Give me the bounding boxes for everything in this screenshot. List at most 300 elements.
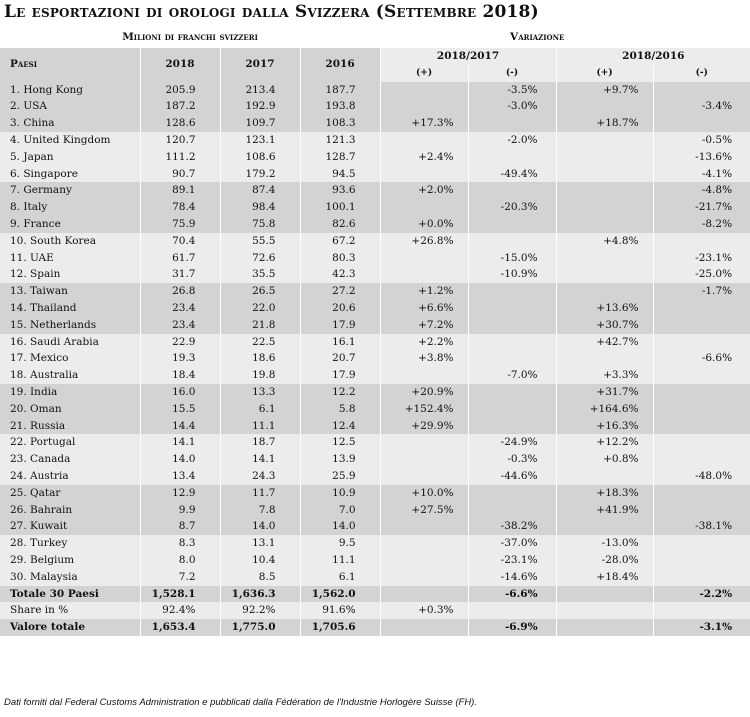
variation-cell bbox=[380, 98, 468, 115]
value-cell: 18.7 bbox=[220, 434, 300, 451]
variation-cell: -2.2% bbox=[653, 586, 750, 603]
variation-cell bbox=[556, 586, 653, 603]
variation-cell bbox=[653, 334, 750, 351]
exports-table bbox=[0, 26, 750, 636]
variation-cell: +30.7% bbox=[556, 317, 653, 334]
variation-cell bbox=[468, 149, 556, 166]
variation-cell: -25.0% bbox=[653, 266, 750, 283]
variation-cell bbox=[468, 384, 556, 401]
row-label: 18. Australia bbox=[0, 367, 140, 384]
value-cell: 7.0 bbox=[300, 502, 380, 519]
value-cell: 111.2 bbox=[140, 149, 220, 166]
row-label: 23. Canada bbox=[0, 451, 140, 468]
variation-cell: -24.9% bbox=[468, 434, 556, 451]
variation-cell bbox=[468, 350, 556, 367]
variation-cell: -28.0% bbox=[556, 552, 653, 569]
value-cell: 18.6 bbox=[220, 350, 300, 367]
value-cell: 55.5 bbox=[220, 233, 300, 250]
variation-cell bbox=[380, 518, 468, 535]
variation-cell: -23.1% bbox=[468, 552, 556, 569]
variation-cell: +18.4% bbox=[556, 569, 653, 586]
value-cell: 128.7 bbox=[300, 149, 380, 166]
variation-cell: -48.0% bbox=[653, 468, 750, 485]
variation-cell: +12.2% bbox=[556, 434, 653, 451]
value-cell: 90.7 bbox=[140, 166, 220, 183]
variation-cell bbox=[380, 250, 468, 267]
variation-cell bbox=[468, 317, 556, 334]
value-cell: 26.5 bbox=[220, 283, 300, 300]
table-row bbox=[0, 418, 750, 435]
row-label: 27. Kuwait bbox=[0, 518, 140, 535]
variation-cell bbox=[653, 535, 750, 552]
variation-cell: +18.3% bbox=[556, 485, 653, 502]
variation-cell bbox=[556, 350, 653, 367]
value-cell: 14.1 bbox=[140, 434, 220, 451]
variation-cell: +3.8% bbox=[380, 350, 468, 367]
value-cell: 18.4 bbox=[140, 367, 220, 384]
variation-cell: -23.1% bbox=[653, 250, 750, 267]
variation-cell bbox=[556, 518, 653, 535]
value-cell: 17.9 bbox=[300, 367, 380, 384]
value-cell: 87.4 bbox=[220, 182, 300, 199]
row-label: 2. USA bbox=[0, 98, 140, 115]
variation-cell bbox=[468, 233, 556, 250]
value-cell: 213.4 bbox=[220, 82, 300, 99]
value-cell: 31.7 bbox=[140, 266, 220, 283]
col-header-plus-1: (+) bbox=[380, 65, 468, 82]
variation-cell bbox=[556, 602, 653, 619]
table-row bbox=[0, 518, 750, 535]
col-header-paesi: Paesi bbox=[0, 48, 140, 82]
table-row bbox=[0, 98, 750, 115]
row-label: 8. Italy bbox=[0, 199, 140, 216]
variation-cell bbox=[468, 602, 556, 619]
variation-cell: -6.9% bbox=[468, 619, 556, 636]
variation-cell: +17.3% bbox=[380, 115, 468, 132]
value-cell: 8.0 bbox=[140, 552, 220, 569]
variation-cell: +13.6% bbox=[556, 300, 653, 317]
value-cell: 1,775.0 bbox=[220, 619, 300, 636]
value-cell: 61.7 bbox=[140, 250, 220, 267]
value-cell: 108.3 bbox=[300, 115, 380, 132]
value-cell: 92.2% bbox=[220, 602, 300, 619]
variation-cell: +31.7% bbox=[556, 384, 653, 401]
row-label: Totale 30 Paesi bbox=[0, 586, 140, 603]
variation-cell: +152.4% bbox=[380, 401, 468, 418]
row-label: 13. Taiwan bbox=[0, 283, 140, 300]
variation-cell: -20.3% bbox=[468, 199, 556, 216]
value-cell: 187.2 bbox=[140, 98, 220, 115]
variation-cell: +6.6% bbox=[380, 300, 468, 317]
row-label: 25. Qatar bbox=[0, 485, 140, 502]
row-label: 24. Austria bbox=[0, 468, 140, 485]
variation-cell: +26.8% bbox=[380, 233, 468, 250]
table-row bbox=[0, 266, 750, 283]
value-cell: 1,562.0 bbox=[300, 586, 380, 603]
variation-cell bbox=[556, 266, 653, 283]
variation-cell bbox=[653, 367, 750, 384]
value-cell: 82.6 bbox=[300, 216, 380, 233]
col-header-2016: 2016 bbox=[300, 48, 380, 82]
value-cell: 13.4 bbox=[140, 468, 220, 485]
value-cell: 187.7 bbox=[300, 82, 380, 99]
table-row bbox=[0, 216, 750, 233]
variation-cell: +2.2% bbox=[380, 334, 468, 351]
variation-cell: +0.8% bbox=[556, 451, 653, 468]
value-cell: 14.0 bbox=[140, 451, 220, 468]
value-cell: 5.8 bbox=[300, 401, 380, 418]
value-cell: 94.5 bbox=[300, 166, 380, 183]
table-row bbox=[0, 502, 750, 519]
variation-cell bbox=[380, 586, 468, 603]
value-cell: 8.7 bbox=[140, 518, 220, 535]
variation-cell bbox=[556, 199, 653, 216]
variation-cell bbox=[468, 502, 556, 519]
table-row bbox=[0, 535, 750, 552]
variation-cell: +18.7% bbox=[556, 115, 653, 132]
value-cell: 193.8 bbox=[300, 98, 380, 115]
variation-cell: -7.0% bbox=[468, 367, 556, 384]
row-label: 20. Oman bbox=[0, 401, 140, 418]
variation-cell bbox=[468, 300, 556, 317]
value-cell: 14.1 bbox=[220, 451, 300, 468]
value-cell: 20.7 bbox=[300, 350, 380, 367]
variation-cell bbox=[380, 569, 468, 586]
row-label: Share in % bbox=[0, 602, 140, 619]
variation-cell bbox=[380, 199, 468, 216]
value-cell: 22.5 bbox=[220, 334, 300, 351]
value-cell: 75.8 bbox=[220, 216, 300, 233]
variation-cell: -38.1% bbox=[653, 518, 750, 535]
value-cell: 70.4 bbox=[140, 233, 220, 250]
value-cell: 19.3 bbox=[140, 350, 220, 367]
variation-cell: -13.0% bbox=[556, 535, 653, 552]
variation-cell: +164.6% bbox=[556, 401, 653, 418]
variation-cell: +20.9% bbox=[380, 384, 468, 401]
table-row bbox=[0, 132, 750, 149]
value-cell: 16.1 bbox=[300, 334, 380, 351]
variation-cell: -4.1% bbox=[653, 166, 750, 183]
variation-cell: +4.8% bbox=[556, 233, 653, 250]
total-row bbox=[0, 586, 750, 603]
row-label: 22. Portugal bbox=[0, 434, 140, 451]
variation-cell: -6.6% bbox=[653, 350, 750, 367]
value-cell: 17.9 bbox=[300, 317, 380, 334]
value-cell: 1,653.4 bbox=[140, 619, 220, 636]
value-cell: 12.2 bbox=[300, 384, 380, 401]
value-cell: 23.4 bbox=[140, 317, 220, 334]
table-row bbox=[0, 367, 750, 384]
variation-cell bbox=[653, 502, 750, 519]
variation-cell: -1.7% bbox=[653, 283, 750, 300]
variation-cell: -0.3% bbox=[468, 451, 556, 468]
variation-cell bbox=[556, 619, 653, 636]
value-cell: 26.8 bbox=[140, 283, 220, 300]
value-cell: 16.0 bbox=[140, 384, 220, 401]
variation-cell: +16.3% bbox=[556, 418, 653, 435]
variation-cell bbox=[653, 384, 750, 401]
variation-cell bbox=[653, 418, 750, 435]
value-cell: 24.3 bbox=[220, 468, 300, 485]
variation-cell: -38.2% bbox=[468, 518, 556, 535]
variation-cell bbox=[556, 98, 653, 115]
value-cell: 67.2 bbox=[300, 233, 380, 250]
value-cell: 14.4 bbox=[140, 418, 220, 435]
table-row bbox=[0, 115, 750, 132]
value-cell: 179.2 bbox=[220, 166, 300, 183]
variation-cell bbox=[556, 216, 653, 233]
variation-cell: -0.5% bbox=[653, 132, 750, 149]
value-cell: 9.5 bbox=[300, 535, 380, 552]
col-header-period-2018-2017: 2018/2017 bbox=[380, 48, 556, 65]
variation-cell: +2.4% bbox=[380, 149, 468, 166]
col-header-period-2018-2016: 2018/2016 bbox=[556, 48, 750, 65]
value-cell: 6.1 bbox=[300, 569, 380, 586]
variation-cell: -15.0% bbox=[468, 250, 556, 267]
variation-cell bbox=[556, 250, 653, 267]
variation-cell bbox=[380, 266, 468, 283]
value-cell: 20.6 bbox=[300, 300, 380, 317]
variation-cell: -21.7% bbox=[653, 199, 750, 216]
col-header-2017: 2017 bbox=[220, 48, 300, 82]
value-cell: 100.1 bbox=[300, 199, 380, 216]
row-label: 19. India bbox=[0, 384, 140, 401]
row-label: 9. France bbox=[0, 216, 140, 233]
col-header-2018: 2018 bbox=[140, 48, 220, 82]
value-cell: 27.2 bbox=[300, 283, 380, 300]
variation-cell bbox=[653, 569, 750, 586]
value-cell: 123.1 bbox=[220, 132, 300, 149]
col-header-plus-2: (+) bbox=[556, 65, 653, 82]
page-title: Le esportazioni di orologi dalla Svizzera (Settembre 2018) bbox=[4, 2, 539, 22]
variation-cell: -13.6% bbox=[653, 149, 750, 166]
variation-cell bbox=[556, 166, 653, 183]
variation-cell: -8.2% bbox=[653, 216, 750, 233]
row-label: 15. Netherlands bbox=[0, 317, 140, 334]
col-header-minus-1: (-) bbox=[468, 65, 556, 82]
variation-cell: +27.5% bbox=[380, 502, 468, 519]
variation-cell bbox=[380, 367, 468, 384]
variation-cell bbox=[653, 317, 750, 334]
row-label: Valore totale bbox=[0, 619, 140, 636]
variation-cell: +41.9% bbox=[556, 502, 653, 519]
variation-cell: +9.7% bbox=[556, 82, 653, 99]
value-cell: 92.4% bbox=[140, 602, 220, 619]
unit-label: Milioni di franchi svizzeri bbox=[0, 26, 380, 48]
row-label: 16. Saudi Arabia bbox=[0, 334, 140, 351]
variation-cell bbox=[380, 166, 468, 183]
variation-cell bbox=[556, 132, 653, 149]
value-cell: 13.1 bbox=[220, 535, 300, 552]
variation-cell bbox=[380, 552, 468, 569]
row-label: 28. Turkey bbox=[0, 535, 140, 552]
variation-cell: +10.0% bbox=[380, 485, 468, 502]
variation-cell bbox=[468, 182, 556, 199]
variation-cell: +29.9% bbox=[380, 418, 468, 435]
value-cell: 75.9 bbox=[140, 216, 220, 233]
total-row bbox=[0, 619, 750, 636]
table-row bbox=[0, 451, 750, 468]
variation-cell bbox=[653, 233, 750, 250]
variation-cell bbox=[653, 401, 750, 418]
variation-cell bbox=[380, 619, 468, 636]
value-cell: 14.0 bbox=[300, 518, 380, 535]
table-row bbox=[0, 300, 750, 317]
table-row bbox=[0, 602, 750, 619]
value-cell: 192.9 bbox=[220, 98, 300, 115]
table-row bbox=[0, 250, 750, 267]
table-row bbox=[0, 317, 750, 334]
variation-cell: -3.0% bbox=[468, 98, 556, 115]
table-row bbox=[0, 401, 750, 418]
variation-cell bbox=[653, 552, 750, 569]
row-label: 6. Singapore bbox=[0, 166, 140, 183]
variation-cell: -49.4% bbox=[468, 166, 556, 183]
value-cell: 93.6 bbox=[300, 182, 380, 199]
variation-cell: -3.1% bbox=[653, 619, 750, 636]
variation-cell bbox=[653, 602, 750, 619]
variation-cell bbox=[653, 451, 750, 468]
value-cell: 10.9 bbox=[300, 485, 380, 502]
row-label: 7. Germany bbox=[0, 182, 140, 199]
row-label: 11. UAE bbox=[0, 250, 140, 267]
variation-cell bbox=[380, 434, 468, 451]
value-cell: 19.8 bbox=[220, 367, 300, 384]
value-cell: 12.9 bbox=[140, 485, 220, 502]
row-label: 4. United Kingdom bbox=[0, 132, 140, 149]
value-cell: 205.9 bbox=[140, 82, 220, 99]
variation-cell bbox=[468, 283, 556, 300]
value-cell: 128.6 bbox=[140, 115, 220, 132]
value-cell: 1,636.3 bbox=[220, 586, 300, 603]
row-label: 14. Thailand bbox=[0, 300, 140, 317]
value-cell: 109.7 bbox=[220, 115, 300, 132]
value-cell: 12.5 bbox=[300, 434, 380, 451]
value-cell: 1,528.1 bbox=[140, 586, 220, 603]
variation-cell bbox=[380, 451, 468, 468]
value-cell: 42.3 bbox=[300, 266, 380, 283]
value-cell: 21.8 bbox=[220, 317, 300, 334]
variation-cell: -3.5% bbox=[468, 82, 556, 99]
table-row bbox=[0, 233, 750, 250]
value-cell: 98.4 bbox=[220, 199, 300, 216]
col-header-minus-2: (-) bbox=[653, 65, 750, 82]
value-cell: 11.1 bbox=[220, 418, 300, 435]
variation-cell bbox=[468, 334, 556, 351]
variation-cell bbox=[380, 82, 468, 99]
variation-cell bbox=[468, 115, 556, 132]
value-cell: 11.7 bbox=[220, 485, 300, 502]
variation-cell bbox=[468, 216, 556, 233]
variation-cell bbox=[653, 300, 750, 317]
value-cell: 35.5 bbox=[220, 266, 300, 283]
variation-cell: -6.6% bbox=[468, 586, 556, 603]
table-row bbox=[0, 334, 750, 351]
value-cell: 13.9 bbox=[300, 451, 380, 468]
value-cell: 8.3 bbox=[140, 535, 220, 552]
value-cell: 10.4 bbox=[220, 552, 300, 569]
row-label: 21. Russia bbox=[0, 418, 140, 435]
value-cell: 80.3 bbox=[300, 250, 380, 267]
table-row bbox=[0, 552, 750, 569]
value-cell: 8.5 bbox=[220, 569, 300, 586]
variation-cell bbox=[653, 82, 750, 99]
table-row bbox=[0, 166, 750, 183]
table-row bbox=[0, 434, 750, 451]
row-label: 26. Bahrain bbox=[0, 502, 140, 519]
table-row bbox=[0, 283, 750, 300]
variation-cell: +3.3% bbox=[556, 367, 653, 384]
value-cell: 120.7 bbox=[140, 132, 220, 149]
value-cell: 89.1 bbox=[140, 182, 220, 199]
value-cell: 12.4 bbox=[300, 418, 380, 435]
variation-cell: +1.2% bbox=[380, 283, 468, 300]
variation-cell: -2.0% bbox=[468, 132, 556, 149]
value-cell: 22.0 bbox=[220, 300, 300, 317]
variation-cell bbox=[556, 468, 653, 485]
value-cell: 7.8 bbox=[220, 502, 300, 519]
table-row bbox=[0, 384, 750, 401]
variation-cell bbox=[380, 535, 468, 552]
value-cell: 78.4 bbox=[140, 199, 220, 216]
variation-cell bbox=[380, 468, 468, 485]
variation-cell: +0.0% bbox=[380, 216, 468, 233]
variation-cell bbox=[468, 485, 556, 502]
variation-cell bbox=[653, 434, 750, 451]
variation-cell: +42.7% bbox=[556, 334, 653, 351]
value-cell: 22.9 bbox=[140, 334, 220, 351]
variation-cell: +2.0% bbox=[380, 182, 468, 199]
table-row bbox=[0, 569, 750, 586]
variation-cell: +0.3% bbox=[380, 602, 468, 619]
variation-cell: -44.6% bbox=[468, 468, 556, 485]
variation-cell bbox=[556, 149, 653, 166]
value-cell: 121.3 bbox=[300, 132, 380, 149]
value-cell: 1,705.6 bbox=[300, 619, 380, 636]
value-cell: 72.6 bbox=[220, 250, 300, 267]
value-cell: 6.1 bbox=[220, 401, 300, 418]
variation-cell: -14.6% bbox=[468, 569, 556, 586]
value-cell: 25.9 bbox=[300, 468, 380, 485]
value-cell: 23.4 bbox=[140, 300, 220, 317]
value-cell: 108.6 bbox=[220, 149, 300, 166]
variation-label: Variazione bbox=[380, 26, 750, 48]
table-row bbox=[0, 82, 750, 99]
value-cell: 7.2 bbox=[140, 569, 220, 586]
variation-cell: -37.0% bbox=[468, 535, 556, 552]
table-row bbox=[0, 182, 750, 199]
row-label: 10. South Korea bbox=[0, 233, 140, 250]
variation-cell: -10.9% bbox=[468, 266, 556, 283]
value-cell: 15.5 bbox=[140, 401, 220, 418]
value-cell: 91.6% bbox=[300, 602, 380, 619]
variation-cell bbox=[556, 283, 653, 300]
variation-cell bbox=[653, 115, 750, 132]
variation-cell: -3.4% bbox=[653, 98, 750, 115]
table-row bbox=[0, 350, 750, 367]
variation-cell bbox=[380, 132, 468, 149]
variation-cell bbox=[556, 182, 653, 199]
value-cell: 11.1 bbox=[300, 552, 380, 569]
row-label: 3. China bbox=[0, 115, 140, 132]
variation-cell: +7.2% bbox=[380, 317, 468, 334]
value-cell: 14.0 bbox=[220, 518, 300, 535]
variation-cell bbox=[468, 401, 556, 418]
variation-cell: -4.8% bbox=[653, 182, 750, 199]
variation-cell bbox=[653, 485, 750, 502]
row-label: 1. Hong Kong bbox=[0, 82, 140, 99]
variation-cell bbox=[468, 418, 556, 435]
